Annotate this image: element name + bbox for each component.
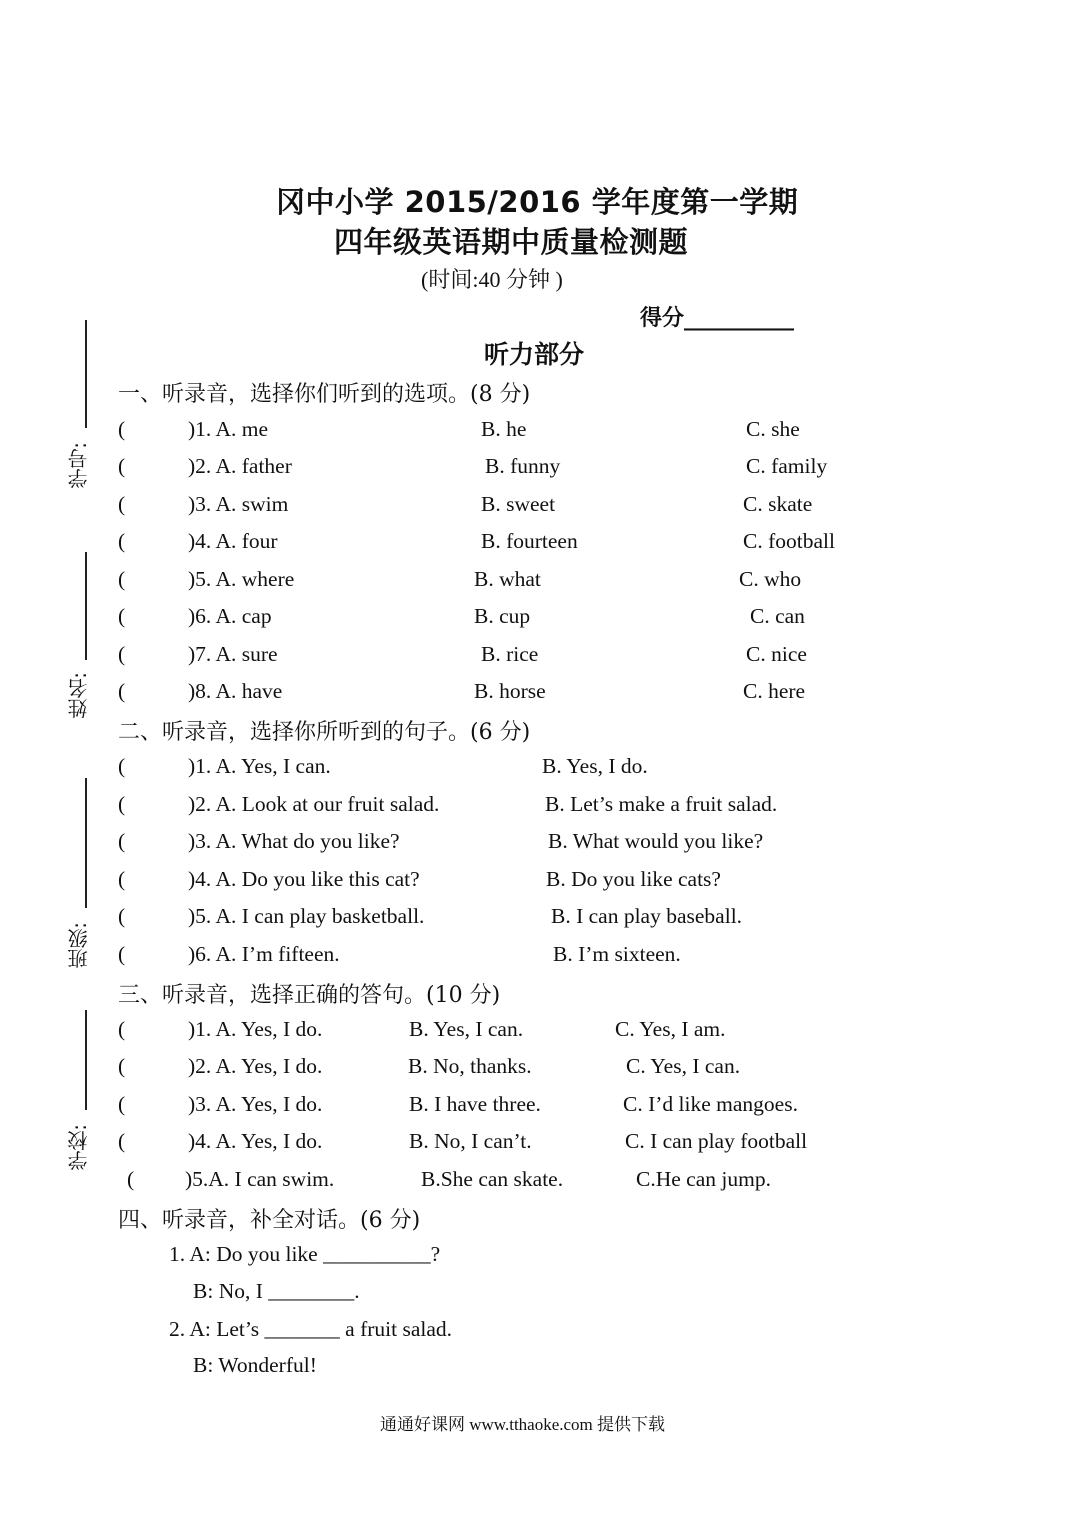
name-label: 姓名:: [67, 672, 91, 719]
question-option-a: )2. A. Yes, I do.: [188, 1054, 323, 1078]
question-option-a: )4. A. Do you like this cat?: [188, 867, 420, 891]
question-option-a: )6. A. I’m fifteen.: [188, 942, 340, 966]
margin-line: [85, 778, 87, 908]
answer-blank[interactable]: (: [118, 792, 126, 816]
question-option-a: )1. A. Yes, I can.: [188, 754, 331, 778]
question-option-c: C. nice: [746, 642, 807, 666]
question-option-b: B. What would you like?: [548, 829, 764, 853]
section4-title: 四、听录音，补全对话。(6 分): [118, 1208, 421, 1233]
question-option-b: B. I can play baseball.: [551, 904, 743, 928]
question-option-a: )3. A. What do you like?: [188, 829, 400, 853]
answer-blank[interactable]: (: [118, 829, 126, 853]
answer-blank[interactable]: (: [118, 1017, 126, 1041]
question-option-b: B. Yes, I do.: [542, 754, 648, 778]
question-option-b: B. No, I can’t.: [409, 1129, 532, 1153]
answer-blank[interactable]: (: [118, 1129, 126, 1153]
question-option-a: )5. A. where: [188, 567, 295, 591]
question-option-b: B. No, thanks.: [408, 1054, 532, 1078]
question-option-a: )3. A. swim: [188, 492, 289, 516]
exam-title-line1: 冈中小学 2015/2016 学年度第一学期: [276, 185, 799, 219]
class-label: 班级:: [67, 922, 91, 969]
question-option-b: B. I have three.: [409, 1092, 541, 1116]
exam-title-line2: 四年级英语期中质量检测题: [334, 225, 689, 259]
student-number-label: 学号:: [67, 442, 91, 489]
question-option-b: B. Do you like cats?: [546, 867, 721, 891]
question-option-a: )1. A. me: [188, 417, 269, 441]
answer-blank[interactable]: (: [118, 529, 126, 553]
dialogue-line[interactable]: 1. A: Do you like __________?: [169, 1242, 441, 1266]
answer-blank[interactable]: (: [118, 754, 126, 778]
question-option-a: )7. A. sure: [188, 642, 278, 666]
question-option-c: C. Yes, I can.: [626, 1054, 741, 1078]
question-option-a: )4. A. four: [188, 529, 278, 553]
question-option-c: C. I’d like mangoes.: [623, 1092, 798, 1116]
question-option-a: )4. A. Yes, I do.: [188, 1129, 323, 1153]
question-option-a: )5.A. I can swim.: [185, 1167, 335, 1191]
answer-blank[interactable]: (: [118, 417, 126, 441]
answer-blank[interactable]: (: [118, 1092, 126, 1116]
answer-blank[interactable]: (: [127, 1167, 135, 1191]
answer-blank[interactable]: (: [118, 604, 126, 628]
question-option-c: C. I can play football: [625, 1129, 808, 1153]
dialogue-line: B: Wonderful!: [193, 1353, 317, 1377]
question-option-b: B. cup: [474, 604, 531, 628]
listening-part-title: 听力部分: [484, 340, 585, 369]
dialogue-line[interactable]: B: No, I ________.: [193, 1279, 360, 1303]
footer-source: 通通好课网 www.tthaoke.com 提供下载: [380, 1415, 666, 1434]
question-option-c: C.He can jump.: [636, 1167, 771, 1191]
margin-line: [85, 320, 87, 428]
answer-blank[interactable]: (: [118, 679, 126, 703]
section2-title: 二、听录音，选择你所听到的句子。(6 分): [118, 720, 531, 745]
answer-blank[interactable]: (: [118, 1054, 126, 1078]
question-option-c: C. family: [746, 454, 828, 478]
dialogue-line[interactable]: 2. A: Let’s _______ a fruit salad.: [169, 1317, 453, 1341]
answer-blank[interactable]: (: [118, 492, 126, 516]
section3-title: 三、听录音，选择正确的答句。(10 分): [118, 983, 501, 1008]
answer-blank[interactable]: (: [118, 904, 126, 928]
school-label: 学校:: [67, 1124, 91, 1171]
question-option-a: )8. A. have: [188, 679, 283, 703]
question-option-a: )5. A. I can play basketball.: [188, 904, 425, 928]
question-option-a: )2. A. Look at our fruit salad.: [188, 792, 440, 816]
answer-blank[interactable]: (: [118, 454, 126, 478]
answer-blank[interactable]: (: [118, 942, 126, 966]
question-option-b: B. Let’s make a fruit salad.: [545, 792, 778, 816]
question-option-c: C. here: [743, 679, 806, 703]
question-option-c: C. skate: [743, 492, 813, 516]
exam-time: (时间:40 分钟 ): [421, 267, 563, 292]
question-option-b: B. fourteen: [481, 529, 578, 553]
question-option-b: B. what: [474, 567, 541, 591]
question-option-c: C. who: [739, 567, 802, 591]
question-option-c: C. she: [746, 417, 800, 441]
question-option-c: C. Yes, I am.: [615, 1017, 726, 1041]
answer-blank[interactable]: (: [118, 867, 126, 891]
question-option-c: C. can: [750, 604, 805, 628]
question-option-a: )2. A. father: [188, 454, 292, 478]
margin-line: [85, 1010, 87, 1110]
question-option-b: B. rice: [481, 642, 539, 666]
margin-line: [85, 552, 87, 660]
question-option-b: B. funny: [485, 454, 561, 478]
section1-title: 一、听录音，选择你们听到的选项。(8 分): [118, 382, 531, 407]
question-option-b: B. sweet: [481, 492, 556, 516]
question-option-b: B. he: [481, 417, 527, 441]
answer-blank[interactable]: (: [118, 642, 126, 666]
question-option-c: C. football: [743, 529, 835, 553]
question-option-a: )3. A. Yes, I do.: [188, 1092, 323, 1116]
question-option-a: )1. A. Yes, I do.: [188, 1017, 323, 1041]
answer-blank[interactable]: (: [118, 567, 126, 591]
question-option-b: B. Yes, I can.: [409, 1017, 524, 1041]
question-option-b: B.She can skate.: [421, 1167, 564, 1191]
question-option-b: B. I’m sixteen.: [553, 942, 681, 966]
question-option-b: B. horse: [474, 679, 546, 703]
question-option-a: )6. A. cap: [188, 604, 272, 628]
score-field[interactable]: 得分__________: [640, 306, 795, 331]
